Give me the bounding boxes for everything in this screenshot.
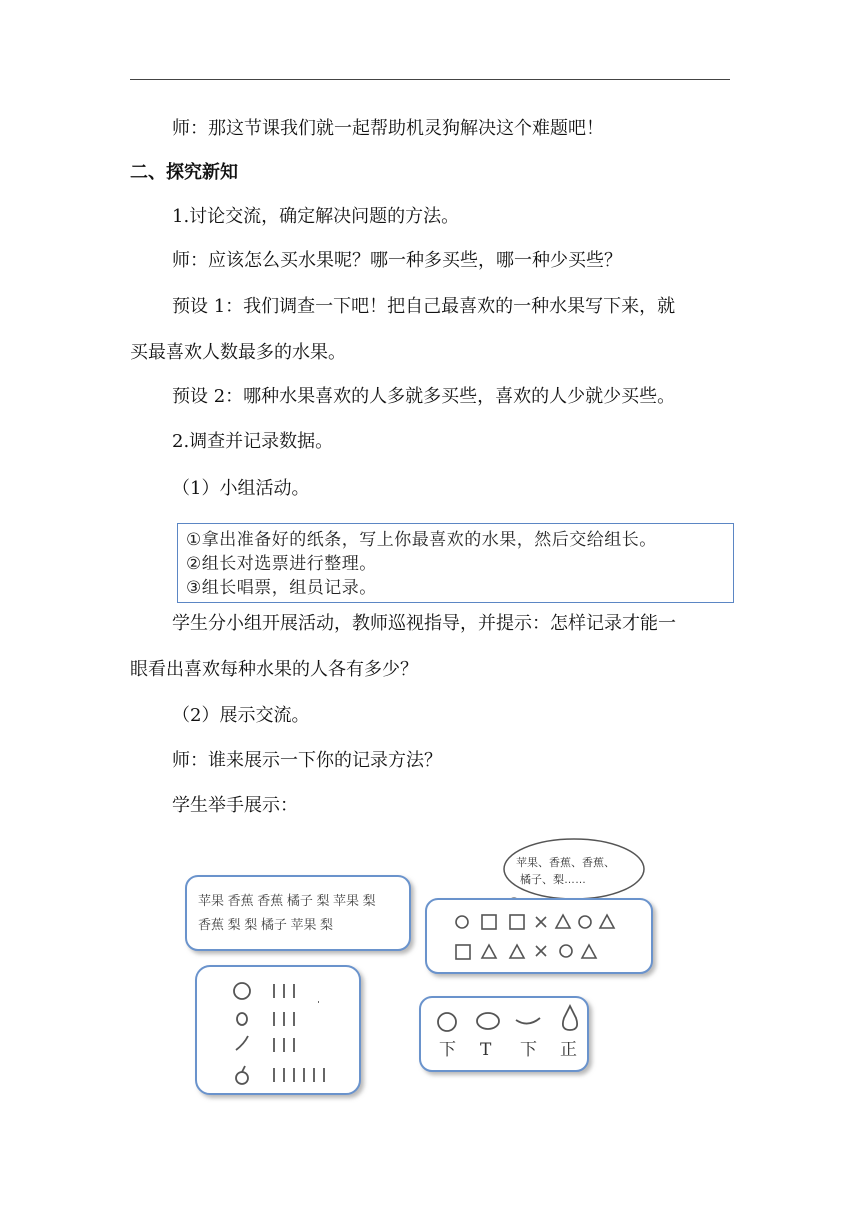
tally-banana: 下 (520, 1040, 537, 1060)
tally-apple: 下 (439, 1040, 456, 1060)
line-4: 师：应该怎么买水果呢？哪一种多买些，哪一种少买些？ (172, 250, 622, 271)
line-5b: 买最喜欢人数最多的水果。 (130, 342, 346, 363)
tally-pear: 正 (560, 1040, 577, 1060)
line-7: 2.调查并记录数据。 (172, 431, 334, 452)
line-12: 学生举手展示： (172, 795, 298, 816)
line-6: 预设 2：哪种水果喜欢的人多就多买些，喜欢的人少就少买些。 (172, 386, 676, 407)
symbol-panel (426, 899, 652, 973)
zheng-tally-panel (420, 997, 588, 1071)
step-3: ③组长唱票，组员记录。 (186, 578, 377, 598)
step-2: ②组长对选票进行整理。 (186, 554, 377, 574)
bubble-text-1: 苹果、香蕉、香蕉、 (516, 857, 615, 869)
section-heading: 二、探究新知 (130, 162, 238, 183)
line-9b: 眼看出喜欢每种水果的人各有多少？ (130, 659, 418, 680)
line-9a: 学生分小组开展活动，教师巡视指导，并提示：怎样记录才能一 (172, 613, 676, 634)
line-5a: 预设 1：我们调查一下吧！把自己最喜欢的一种水果写下来，就 (172, 296, 676, 317)
word-list-panel (186, 876, 410, 950)
line-11: 师：谁来展示一下你的记录方法？ (172, 750, 442, 771)
bubble-text-2: 橘子、梨…… (520, 874, 586, 886)
line-8: （1）小组活动。 (172, 478, 310, 499)
tally-orange: T (480, 1040, 492, 1060)
line-10: （2）展示交流。 (172, 705, 310, 726)
icon-tally-panel (196, 966, 360, 1094)
words-row-1: 苹果 香蕉 香蕉 橘子 梨 苹果 梨 (198, 893, 376, 908)
line-1: 师：那这节课我们就一起帮助机灵狗解决这个难题吧！ (172, 118, 604, 139)
step-1: ①拿出准备好的纸条，写上你最喜欢的水果，然后交给组长。 (186, 530, 657, 550)
line-3: 1.讨论交流，确定解决问题的方法。 (172, 206, 460, 227)
words-row-2: 香蕉 梨 梨 橘子 苹果 梨 (198, 917, 334, 932)
